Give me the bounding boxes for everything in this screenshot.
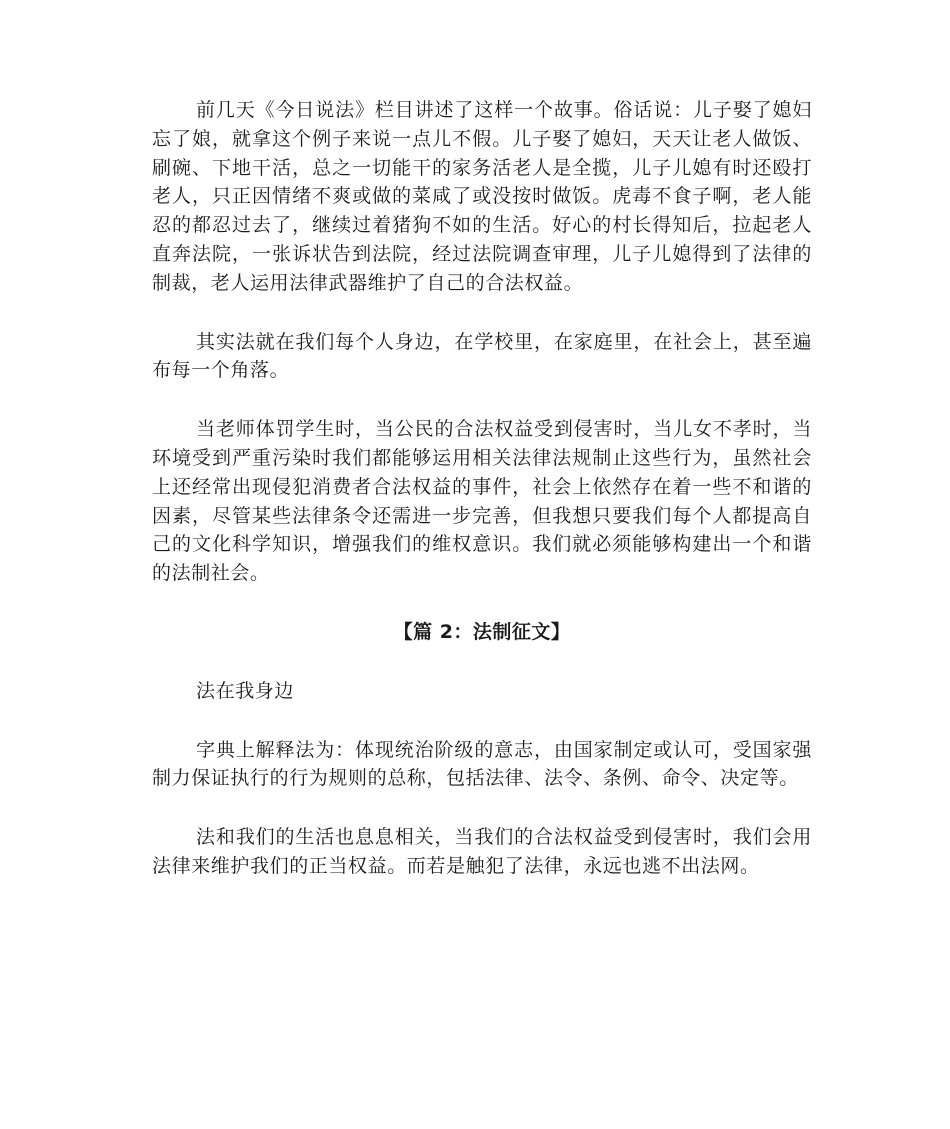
paragraph-gap <box>152 298 812 328</box>
paragraph-law-around: 其实法就在我们每个人身边，在学校里，在家庭里，在社会上，甚至遍布每一个角落。 <box>152 330 812 382</box>
essay-title: 法在我身边 <box>196 679 295 702</box>
paragraph-rights: 当老师体罚学生时，当公民的合法权益受到侵害时，当儿女不孝时，当环境受到严重污染时我们都能够运用相关法律法规制止这些行为，虽然社会上还经常出现侵犯消费者合法权益的事件，社会上依然存在着一些不和谐的因素，尽管某些法律条令还需进一步完善，但我想只要我们每个人都提高自己的文化科学知识，增强我们的维权意识。我们就必须能够构建出一个和谐的法制社会。 <box>152 418 812 585</box>
paragraph-gap <box>152 647 812 677</box>
paragraph-gap <box>152 793 812 823</box>
paragraph-daily-life: 法和我们的生活也息息相关，当我们的合法权益受到侵害时，我们会用法律来维护我们的正当权益。而若是触犯了法律，永远也逃不出法网。 <box>152 826 812 877</box>
paragraph-gap <box>152 706 812 736</box>
paragraph-definition: 字典上解释法为：体现统治阶级的意志，由国家制定或认可，受国家强制力保证执行的行为规则的总称，包括法律、法令、条例、命令、决定等。 <box>152 738 812 790</box>
paragraph-gap <box>152 588 812 618</box>
section-heading: 【篇 2：法制征文】 <box>393 620 571 643</box>
paragraph-gap <box>152 385 812 415</box>
document-page <box>152 96 812 881</box>
paragraph-story: 前几天《今日说法》栏目讲述了这样一个故事。俗话说：儿子娶了媳妇忘了娘，就拿这个例子来说一点儿不假。儿子娶了媳妇，天天让老人做饭、刷碗、下地干活，总之一切能干的家务活老人是全揽，儿子儿媳有时还殴打老人，只正因情绪不爽或做的菜咸了或没按时做饭。虎毒不食子啊，老人能忍的都忍过去了，继续过着猪狗不如的生活。好心的村长得知后，拉起老人直奔法院，一张诉状告到法院，经过法院调查审理，儿子儿媳得到了法律的制裁，老人运用法律武器维护了自己的合法权益。 <box>152 99 812 294</box>
